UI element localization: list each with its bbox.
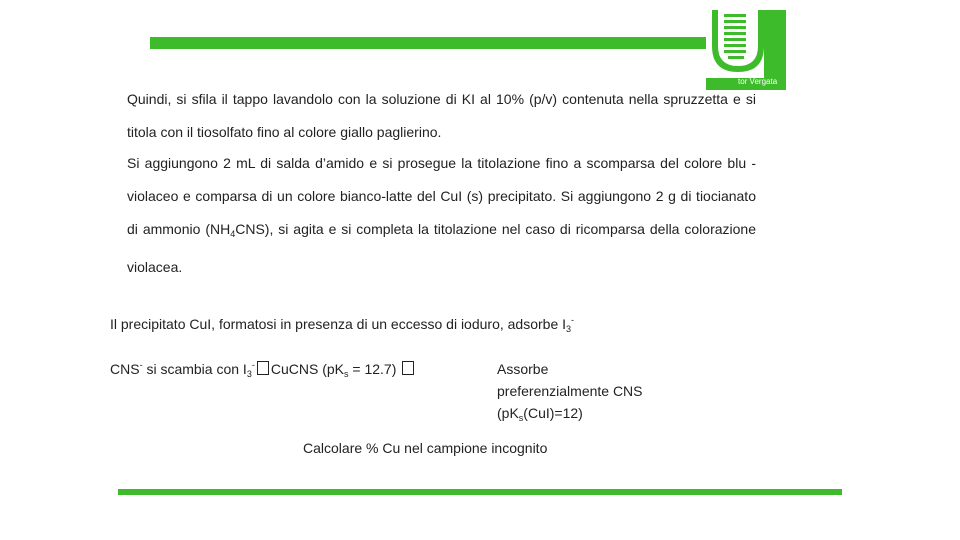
adsorbs-line-3 — [497, 402, 643, 429]
paragraph-2-text-b: CNS), si agita e si completa la titolazione nel caso di ricomparsa della colorazione violacea. — [127, 221, 756, 275]
i3-sub: 3 — [246, 369, 252, 379]
cns-text: CNS — [110, 361, 140, 377]
procedure-paragraph-2 — [127, 147, 756, 284]
ks-subscript: s — [343, 369, 349, 379]
i3-superscript: - — [571, 315, 575, 325]
exchange-text-2: CuCNS (pK — [270, 361, 344, 377]
precipitate-statement — [110, 311, 574, 338]
ks-subscript-2: s — [518, 413, 524, 423]
cns-charge: - — [139, 360, 143, 370]
procedure-paragraph-1: Quindi, si sfila il tappo lavandolo con la soluzione di KI al 10% (p/v) contenuta nella spruzzetta e si titola con il tiosolfato fino al colore giallo paglierino. — [127, 91, 756, 140]
adsorbs-line-3-a: (pK — [497, 405, 519, 421]
nh4-subscript: 4 — [230, 229, 236, 239]
exchange-text-1: si scambia con I — [142, 361, 247, 377]
precipitate-text: Il precipitato CuI, formatosi in presenza di un eccesso di ioduro, adsorbe I — [110, 316, 567, 332]
paragraph-2-text-a: Si aggiungono 2 mL di salda d’amido e si prosegue la titolazione fino a scomparsa del colore blu - violaceo e comparsa di un colore bianco-latte del CuI (s) precipitato. Si aggiungono 2 g di tiocianato di ammonio (NH — [127, 155, 756, 237]
adsorbs-line-1: Assorbe — [497, 361, 549, 377]
exchange-text-3: = 12.7) — [348, 361, 401, 377]
bottom-accent-bar — [118, 489, 842, 495]
adsorption-note — [497, 358, 643, 429]
task-statement: Calcolare % Cu nel campione incognito — [303, 440, 548, 456]
top-accent-bar — [150, 37, 710, 49]
adsorbs-line-3-b: (CuI)=12) — [523, 405, 583, 421]
arrow-glyph-icon-2 — [402, 361, 414, 375]
i3-subscript: 3 — [566, 324, 572, 334]
i3-charge: - — [251, 360, 255, 370]
exchange-reaction — [110, 356, 416, 383]
arrow-glyph-icon — [257, 361, 269, 375]
adsorbs-line-2: preferenzialmente CNS — [497, 383, 643, 399]
logo-label: tor Vergata — [738, 77, 778, 86]
